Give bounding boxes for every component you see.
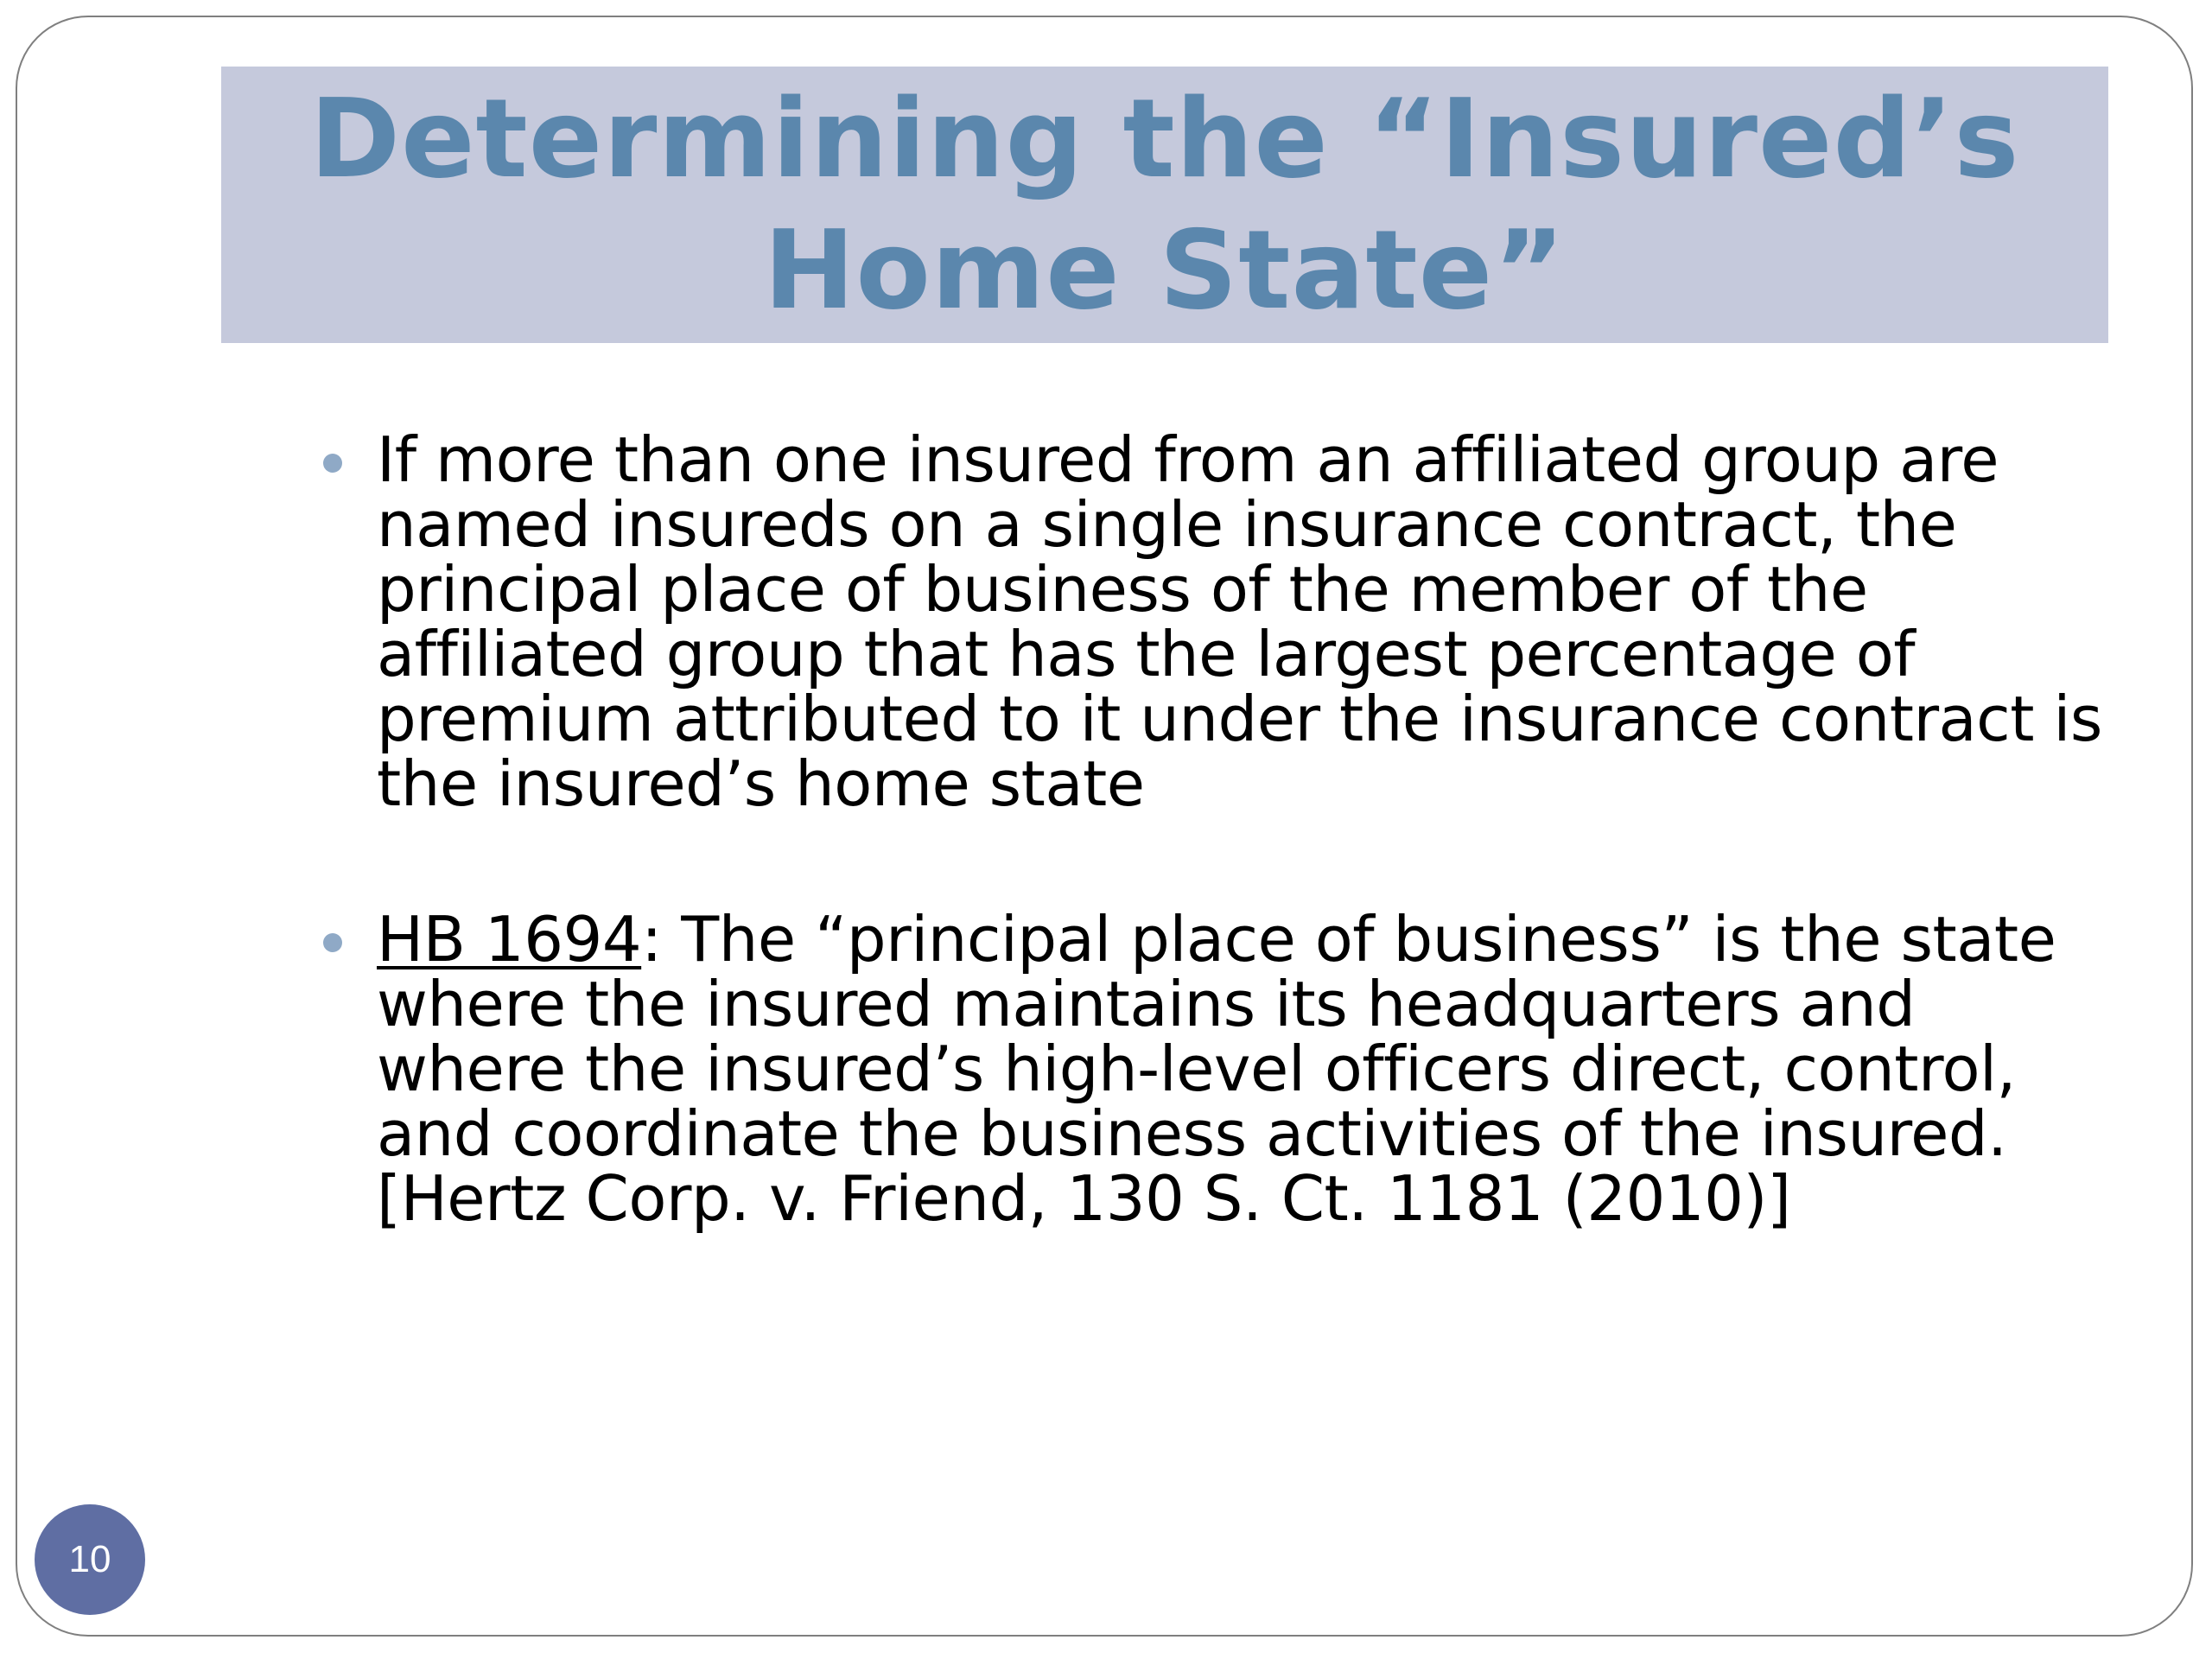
bullet-text: If more than one insured from an affiliated group are named insureds on a single insurance contract, the principal place of business of the member of the affiliated group that has the largest percentage of premium attributed to it under the insurance contract is the insured’s home state	[377, 423, 2102, 820]
bullet-dot-icon	[323, 454, 342, 473]
bullet-dot-icon	[323, 933, 342, 952]
page-number: 10	[68, 1538, 111, 1580]
bill-reference: HB 1694	[377, 903, 642, 976]
bullet-list	[320, 423, 2108, 1235]
slide-title: Determining the “Insured’s Home State”	[309, 75, 2020, 334]
title-band	[221, 67, 2108, 343]
bullet-text: : The “principal place of business” is the state where the insured maintains its headquarters and where the insured’s high-level officers direct, control, and coordinate the business activities of the insured. [Hertz Corp. v. Friend, 130 S. Ct. 1181 (2010)]	[377, 903, 2056, 1235]
bullet-item-affiliated-group	[320, 423, 2108, 820]
page-number-badge	[35, 1504, 145, 1615]
bullet-item-hb1694	[320, 903, 2108, 1235]
